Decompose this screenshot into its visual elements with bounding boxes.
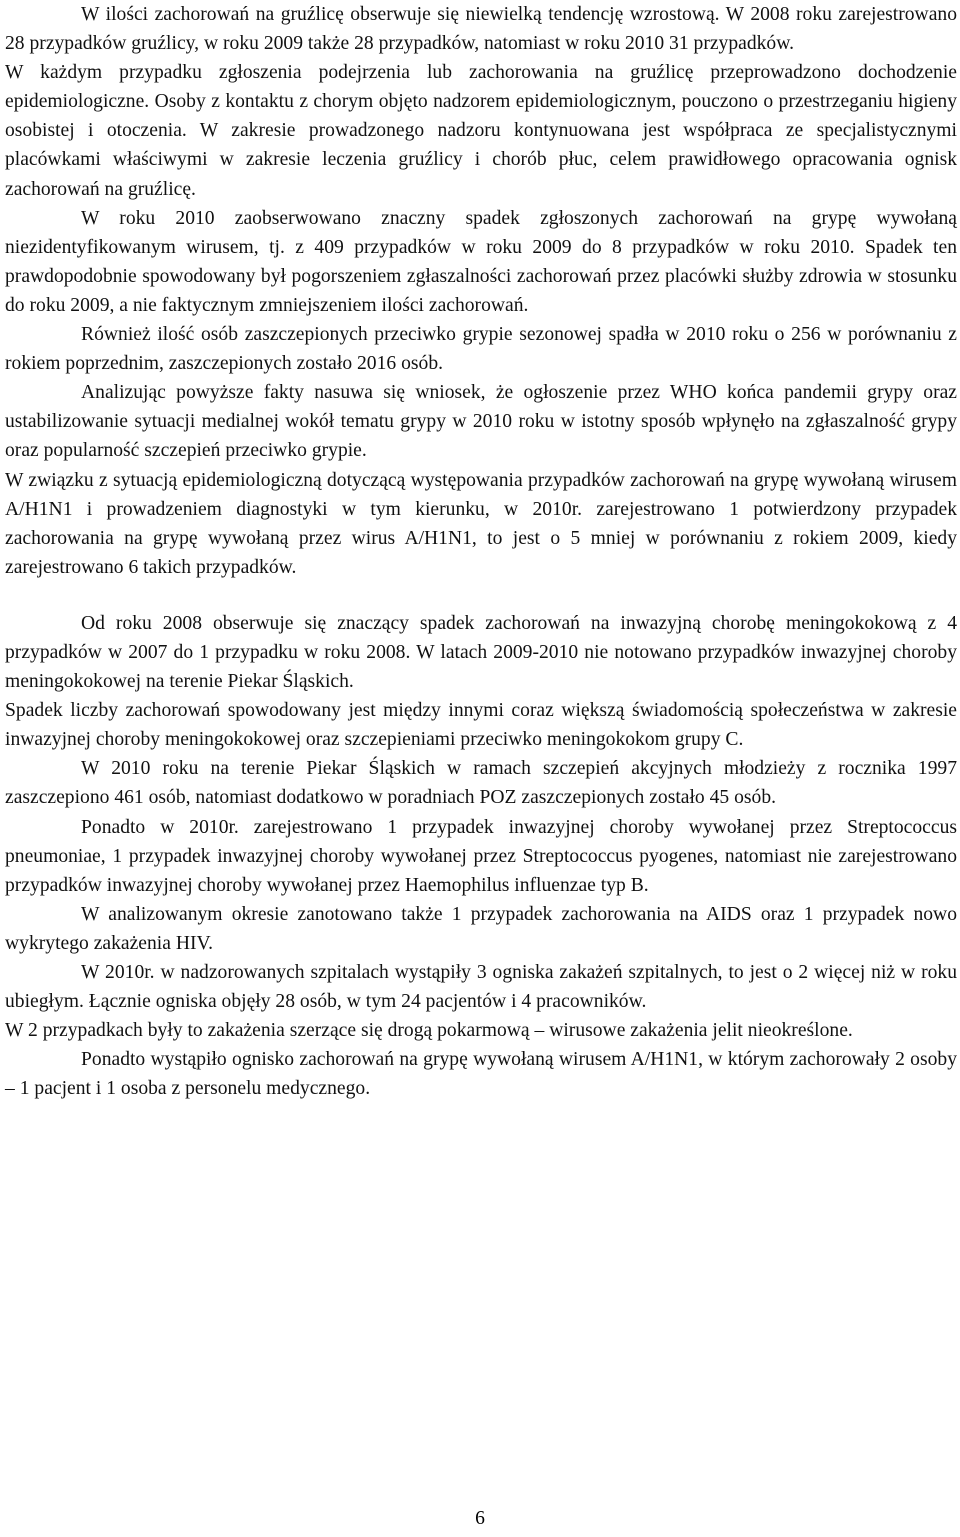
paragraph-foodborne-infections: W 2 przypadkach były to zakażenia szerzące się drogą pokarmową – wirusowe zakażenia jelit nieokreślone. [5, 1020, 853, 1042]
paragraph-who-conclusion: Analizując powyższe fakty nasuwa się wniosek, że ogłoszenie przez WHO końca pandemii grypy oraz ustabilizowanie sytuacji medialnej wokół tematu grypy w 2010 roku w istotny sposób wpłynęło na zgłaszalność grypy oraz popularność szczepień przeciwko grypie. [5, 382, 957, 462]
paragraph-tuberculosis-trend: W ilości zachorowań na gruźlicę obserwuje się niewielką tendencję wzrostową. W 2008 roku zarejestrowano 28 przypadków gruźlicy, w roku 2009 także 28 przypadków, natomiast w roku 2010 31 przypadków. [5, 4, 957, 55]
paragraph-influenza-decline: W roku 2010 zaobserwowano znaczny spadek zgłoszonych zachorowań na grypę wywołaną niezidentyfikowanym wirusem, tj. z 409 przypadków w roku 2009 do 8 przypadków w roku 2010. Spadek ten prawdopodobnie spowodowany był pogorszeniem zgłaszalności zachorowań przez placówki służby zdrowia w stosunku do roku 2009, a nie faktycznym zmniejszeniem ilości zachorowań. [5, 207, 957, 316]
paragraph-meningococcal-awareness: Spadek liczby zachorowań spowodowany jest między innymi coraz większą świadomością społeczeństwa w zakresie inwazyjnej choroby meningokokowej oraz szczepieniami przeciwko meningokokom grupy C. [5, 700, 957, 751]
document-page [5, 0, 957, 1103]
paragraph-youth-vaccination: W 2010 roku na terenie Piekar Śląskich w ramach szczepień akcyjnych młodzieży z rocznika 1997 zaszczepiono 461 osób, natomiast dodatkowo w poradniach POZ zaszczepionych zostało 45 osób. [5, 758, 957, 809]
paragraph-vaccination-decline: Również ilość osób zaszczepionych przeciwko grypie sezonowej spadła w 2010 roku o 256 w porównaniu z rokiem poprzednim, zaszczepionych zostało 2016 osób. [5, 324, 957, 375]
paragraph-tuberculosis-investigation: W każdym przypadku zgłoszenia podejrzenia lub zachorowania na gruźlicę przeprowadzono dochodzenie epidemiologiczne. Osoby z kontaktu z chorym objęto nadzorem epidemiologicznym, pouczono o przestrzeganiu higieny osobistej i otoczenia. W zakresie prowadzonego nadzoru kontynuowana jest współpraca ze specjalistycznymi placówkami właściwymi w zakresie leczenia gruźlicy i chorób płuc, celem prawidłowego opracowania ognisk zachorowań na gruźlicę. [5, 62, 957, 200]
paragraph-aids-hiv: W analizowanym okresie zanotowano także 1 przypadek zachorowania na AIDS oraz 1 przypadek nowo wykrytego zakażenia HIV. [5, 903, 957, 954]
paragraph-meningococcal: Od roku 2008 obserwuje się znaczący spadek zachorowań na inwazyjną chorobę meningokokową z 4 przypadków w 2007 do 1 przypadku w roku 2008. W latach 2009-2010 nie notowano przypadków inwazyjnej choroby meningokokowej na terenie Piekar Śląskich. [5, 612, 957, 693]
paragraph-h1n1-outbreak: Ponadto wystąpiło ognisko zachorowań na grypę wywołaną wirusem A/H1N1, w którym zachorowały 2 osoby – 1 pacjent i 1 osoba z personelu medycznego. [5, 1049, 957, 1100]
paragraph-h1n1: W związku z sytuacją epidemiologiczną dotyczącą występowania przypadków zachorowań na grypę wywołaną wirusem A/H1N1 i prowadzeniem diagnostyki w tym kierunku, w 2010r. zarejestrowano 1 potwierdzony przypadek zachorowania na grypę wywołaną przez wirus A/H1N1, to jest o 5 mniej w porównaniu z rokiem 2009, kiedy zarejestrowano 6 takich przypadków. [5, 469, 957, 578]
page-number: 6 [475, 1508, 485, 1529]
paragraph-invasive-diseases: Ponadto w 2010r. zarejestrowano 1 przypadek inwazyjnej choroby wywołanej przez Streptococcus pneumoniae, 1 przypadek inwazyjnej choroby wywołanej przez Streptococcus pyogenes, natomiast nie zarejestrowano przypadków inwazyjnej choroby wywołanej przez Haemophilus influenzae typ B. [5, 816, 957, 896]
paragraph-gap [5, 582, 957, 609]
paragraph-hospital-outbreaks: W 2010r. w nadzorowanych szpitalach wystąpiły 3 ogniska zakażeń szpitalnych, to jest o 2 więcej niż w roku ubiegłym. Łącznie ogniska objęły 28 osób, w tym 24 pacjentów i 4 pracowników. [5, 962, 957, 1013]
